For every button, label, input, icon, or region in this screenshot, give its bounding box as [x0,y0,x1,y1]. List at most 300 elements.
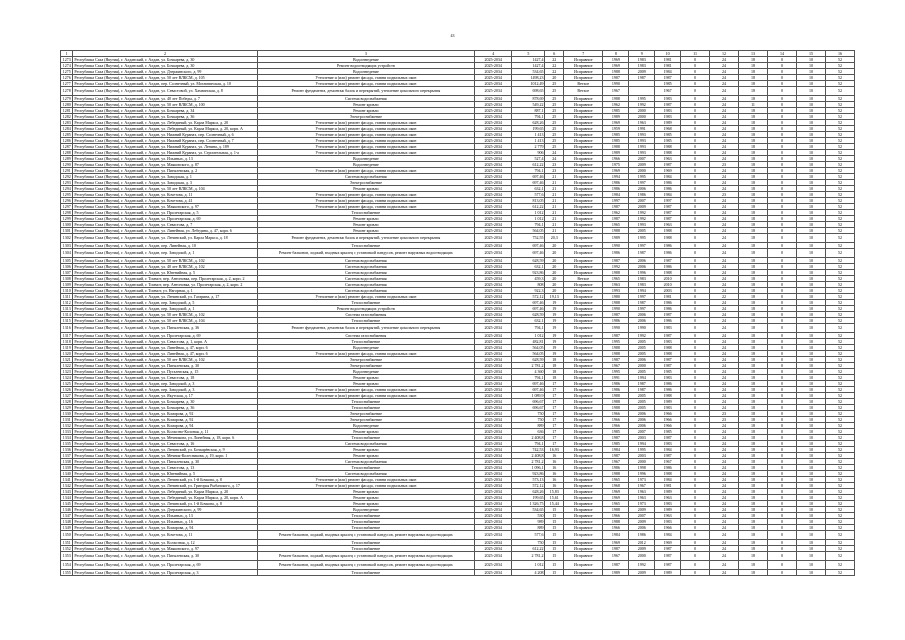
table-cell: 2025-2034 [475,552,512,561]
table-cell: 10 [796,282,825,288]
table-cell: 24 [710,57,739,63]
table-cell: 52 [825,441,854,447]
table-cell: 24 [710,453,739,459]
table-cell: 0 [768,324,797,333]
table-cell: Утепление и (или) ремонт фасада, ставни подвальных окон [257,477,474,483]
table-cell: 10 [796,447,825,453]
table-cell: 52 [825,351,854,357]
table-cell: 752,55 [512,234,545,243]
table-cell: 1986 [603,465,629,471]
table-cell: 697,46 [512,306,545,312]
table-cell: 1498,23 [512,75,545,81]
table-cell: 1984 [603,192,629,198]
table-cell: Исправное [564,108,603,114]
table-cell: 2006 [629,318,655,324]
table-cell: 10 [796,198,825,204]
table-cell: 889 [512,423,545,429]
table-cell: 2006 [629,264,655,270]
table-cell: 0 [681,339,710,345]
table-cell: Исправное [564,453,603,459]
table-cell: 0 [681,300,710,306]
table-cell: Электроснабжение [257,417,474,423]
table-cell: 1967 [603,87,629,96]
table-cell: 1987 [629,381,655,387]
table-cell: 10 [796,300,825,306]
table-cell: 2025-2034 [475,483,512,489]
table-cell: 1969 [603,63,629,69]
table-cell: 1350 [61,531,73,540]
table-cell: Ветхое [564,87,603,96]
table-cell: 24 [710,345,739,351]
table-cell: 0 [681,465,710,471]
table-cell: Исправное [564,288,603,294]
table-cell: 1988 [603,471,629,477]
table-cell: 1353 [61,552,73,561]
table-cell: 1986 [655,249,681,258]
table-cell: 0 [768,333,797,339]
table-cell: Исправное [564,381,603,387]
column-header: 6 [545,51,564,57]
table-cell: Республика Саха (Якутия), г. Алданский, г. Алдан, ул. Лебединый, ул. Карла Маркса, д. 20 [73,120,257,126]
table-cell: 21 [545,180,564,186]
table-cell: 20 [545,258,564,264]
table-cell: 2007 [629,156,655,162]
table-cell: 52 [825,435,854,441]
table-cell: Республика Саха (Якутия), г. Алданский, г. Алдан, ул. Линейная, ул. Лебедина, д. 47, корп. 6 [73,228,257,234]
table-cell: 16 [545,465,564,471]
table-cell: 15 [545,561,564,570]
table-row [61,561,855,570]
table-cell: 2025-2034 [475,144,512,150]
table-cell: 25 [545,102,564,108]
table-cell: 24 [710,501,739,507]
table-cell: 10 [796,513,825,519]
table-cell: 10 [796,144,825,150]
table-cell: 2025-2034 [475,501,512,507]
table-cell: 52 [825,324,854,333]
register-table [60,50,855,576]
table-cell: Теплоснабжение [257,339,474,345]
table-cell: Исправное [564,96,603,102]
table-cell: 18 [739,405,768,411]
table-cell: 25 [545,81,564,87]
table-cell: 1986 [655,186,681,192]
table-cell: 1287 [61,144,73,150]
table-cell: Водоотведение [257,423,474,429]
table-cell: 18 [739,312,768,318]
table-cell: 25 [545,138,564,144]
table-cell: 24 [710,126,739,132]
table-cell: 0 [681,411,710,417]
table-cell: 0 [768,114,797,120]
table-cell: 24 [710,180,739,186]
table-cell: 2025-2034 [475,405,512,411]
table-cell: 1354 [61,561,73,570]
table-cell: Утепление и (или) ремонт фасада, ставни подвальных окон [257,294,474,300]
table-cell: 2006 [629,417,655,423]
table-cell: 10 [796,411,825,417]
table-cell: Теплоснабжение [257,546,474,552]
table-cell: 1968 [655,126,681,132]
table-cell: 1965 [603,222,629,228]
table-cell: 24 [710,546,739,552]
table-cell: Ремонт кровли [257,228,474,234]
table-cell: 24 [710,156,739,162]
table-cell: 18 [739,57,768,63]
table-cell: 2025-2034 [475,306,512,312]
table-cell: 1985 [655,81,681,87]
table-cell: 25 [545,87,564,96]
table-cell: 1986 [655,243,681,249]
table-cell: 1988 [603,399,629,405]
table-cell: 1352 [61,546,73,552]
table-cell: 1319 [61,345,73,351]
table-cell: 1983 [629,57,655,63]
table-cell: 52 [825,96,854,102]
table-cell: 1969 [655,168,681,174]
table-cell: 2025-2034 [475,264,512,270]
table-cell: 2006 [629,312,655,318]
column-header: 7 [564,51,603,57]
table-cell: 10 [796,570,825,576]
table-cell: 2006 [629,411,655,417]
column-header: 2 [73,51,257,57]
table-cell: 22 [545,63,564,69]
table-cell: 0 [681,144,710,150]
table-cell: 1277 [61,81,73,87]
table-cell: 10 [796,525,825,531]
table-cell: 2 781,2 [512,459,545,465]
table-cell: 750 [512,540,545,546]
table-cell: 534,65 [512,69,545,75]
table-cell: 2025-2034 [475,363,512,369]
table-cell: 2000 [629,363,655,369]
table-cell: 18 [739,351,768,357]
table-cell: 1984 [655,477,681,483]
table-cell: 1299 [61,216,73,222]
table-cell: 2005 [629,228,655,234]
table-cell: 10 [796,174,825,180]
table-cell: 0 [768,570,797,576]
table-body [61,57,855,576]
table-cell: 697,46 [512,243,545,249]
table-cell: 1312 [61,300,73,306]
table-cell: 52 [825,483,854,489]
table-cell: Исправное [564,300,603,306]
table-cell: Исправное [564,144,603,150]
table-cell: Исправное [564,132,603,138]
table-cell: 2025-2034 [475,357,512,363]
table-cell: Республика Саха (Якутия), г. Алданский, г. Алдан, пер. Заводской, д. 3 [73,381,257,387]
table-cell: 24 [710,471,739,477]
table-cell: 0 [681,345,710,351]
table-cell: 1986 [629,192,655,198]
table-cell: Исправное [564,249,603,258]
table-cell: 0 [768,429,797,435]
table-cell: Республика Саха (Якутия), г. Алданский, г. Алдан, ул. Нижний Куранах, ул. Строительная, д. 1-а [73,150,257,156]
table-cell: Система водоснабжения [257,270,474,276]
table-cell: 16 [545,453,564,459]
table-cell: Республика Саха (Якутия), г. Алданский, г. Алдан, пер. Солнечный, ул. Мохнатинская, д. 10 [73,81,257,87]
table-cell: Республика Саха (Якутия), г. Алданский, г. Алдан, ул. Ленинский, ул. Карла Маркса, д. 18 [73,234,257,243]
table-cell: 52 [825,186,854,192]
table-cell: 17 [545,393,564,399]
table-cell: 1292 [61,174,73,180]
table-cell: 2 781,2 [512,552,545,561]
table-cell: Республика Саха (Якутия), г. Алданский, г. Алдан, пер. Заводской, д. 3 [73,387,257,393]
table-cell: 18 [739,465,768,471]
table-cell: 1302 [61,234,73,243]
table-cell: 18 [739,387,768,393]
table-cell: 0 [768,369,797,375]
table-cell: 24 [710,204,739,210]
table-cell: 52 [825,318,854,324]
table-cell: 1967 [655,459,681,465]
table-cell: 10 [796,270,825,276]
table-cell: 19 [545,324,564,333]
table-cell: 1985 [655,369,681,375]
table-cell: 1986 [655,300,681,306]
table-cell: 697,46 [512,300,545,306]
table-cell: 19 [545,306,564,312]
table-cell: 0 [681,561,710,570]
table-cell: 24 [710,495,739,501]
table-cell: 18 [739,357,768,363]
table-cell: 1314 [61,312,73,318]
table-cell: 0 [768,477,797,483]
table-cell: 0 [768,399,797,405]
table-cell: 52 [825,495,854,501]
table-cell: Исправное [564,216,603,222]
table-cell: 0 [681,447,710,453]
table-cell: 20 [545,243,564,249]
table-cell: 2025-2034 [475,453,512,459]
table-cell: 18 [739,417,768,423]
table-cell: 742,53 [512,447,545,453]
table-cell: 1991 [603,375,629,381]
table-cell: 697,46 [512,381,545,387]
table-cell: 2025-2034 [475,162,512,168]
table-cell: Республика Саха (Якутия), г. Алданский, г. Алдан, ул. Нижний Куранах, пер. Солнечный, д. 7 [73,138,257,144]
table-cell: Республика Саха (Якутия), г. Алданский, г. Алдан, ул. Севастова, д. 7 [73,222,257,228]
table-cell: 1996 [629,471,655,477]
table-cell: 2 408,8 [512,435,545,441]
table-cell: Теплоснабжение [257,513,474,519]
table-cell: Утепление и (или) ремонт фасада, ставни подвальных окон [257,198,474,204]
table-cell: 794,1 [512,114,545,120]
table-cell: 18 [739,459,768,465]
table-cell: Республика Саха (Якутия), г. Алданский, г. Алдан, ул. Якутская, д. 17 [73,393,257,399]
table-cell: 10 [796,495,825,501]
table-cell: 21 [545,204,564,210]
table-cell: 0 [768,132,797,138]
table-cell: 2025-2034 [475,519,512,525]
table-cell: 16 [545,471,564,477]
table-cell: 0 [768,561,797,570]
table-cell: 1339 [61,465,73,471]
table-cell: Утепление и (или) ремонт фасада, ставни подвальных окон [257,204,474,210]
table-cell: 18 [739,513,768,519]
table-cell: 24 [710,477,739,483]
table-cell: 18 [739,150,768,156]
table-cell: 0 [768,552,797,561]
table-cell: 52 [825,81,854,87]
table-cell: 1966 [603,156,629,162]
table-cell: 52 [825,132,854,138]
table-cell: 2025-2034 [475,477,512,483]
table-cell: 1986 [655,381,681,387]
table-cell: Водоотведение [257,156,474,162]
table-cell: 1994 [603,174,629,180]
table-cell: 2025-2034 [475,546,512,552]
table-cell: 0 [768,423,797,429]
table-cell: 10 [796,312,825,318]
table-cell: 2025-2034 [475,114,512,120]
table-cell: 24 [710,393,739,399]
table-cell: 906 [512,150,545,156]
table-cell: Республика Саха (Якутия), г. Алданский, г. Алдан, ул. Кочетова, д. 41 [73,198,257,204]
table-cell: 1983 [655,96,681,102]
table-cell: Республика Саха (Якутия), г. Алданский, г. Алдан, ул. Ювенийная, д. 5 [73,471,257,477]
table-cell: 1981 [655,483,681,489]
table-cell: 2025-2034 [475,249,512,258]
table-cell: 0 [681,387,710,393]
table-cell: 923,86 [512,471,545,477]
table-cell: 1969 [603,168,629,174]
table-cell: 1986 [655,264,681,270]
table-cell: 17 [545,387,564,393]
table-cell: 2025-2034 [475,75,512,81]
table-cell: Исправное [564,174,603,180]
table-cell: 1984 [655,192,681,198]
table-cell: Исправное [564,126,603,132]
table-cell: Ремонт балконов, лоджий, входных крылец с установкой пандусов, ремонт наружных водоотводящих [257,552,474,561]
table-cell: 10 [796,162,825,168]
table-cell: 1283 [61,120,73,126]
table-cell: Республика Саха (Якутия), г. Алданский, г. Алдан, ул. Колхозная, д. 12 [73,540,257,546]
table-cell: 2025-2034 [475,324,512,333]
table-cell: 1967 [655,87,681,96]
table-cell: 1284 [61,126,73,132]
table-cell: 24 [710,387,739,393]
table-cell: 0 [768,162,797,168]
table-cell: Республика Саха (Якутия), г. Алданский, г. Алдан, ул. Пятылевская, д. 30 [73,459,257,465]
table-cell: 0 [681,483,710,489]
table-cell: 2009 [629,507,655,513]
table-cell: 10 [796,333,825,339]
table-cell: 1330 [61,411,73,417]
table-cell: 52 [825,306,854,312]
table-cell: 1987 [603,435,629,441]
table-cell: Ремонт кровли [257,216,474,222]
table-cell: 0 [681,441,710,447]
table-cell: 18 [739,96,768,102]
table-cell: 18 [739,306,768,312]
table-cell: 0 [768,393,797,399]
table-cell: 10 [796,324,825,333]
table-cell: 2025-2034 [475,459,512,465]
table-cell: Теплоснабжение [257,525,474,531]
table-cell: 0 [681,156,710,162]
table-cell: 18 [739,546,768,552]
table-cell: 52 [825,333,854,339]
table-cell: 2025-2034 [475,387,512,393]
table-cell: 1995 [629,96,655,102]
table-cell: 24 [710,120,739,126]
table-cell: 1993 [629,150,655,156]
table-cell: 18 [739,126,768,132]
table-cell: Водоотведение [257,507,474,513]
table-cell: 794,1 [512,222,545,228]
table-cell: 52 [825,459,854,465]
table-cell: 1983 [655,114,681,120]
table-cell: 10 [796,351,825,357]
table-cell: 1988 [655,228,681,234]
table-cell: 1987 [603,216,629,222]
table-cell: Республика Саха (Якутия), г. Алданский, г. Алдан, ул. Комарова, д. 94 [73,525,257,531]
table-cell: 24 [710,174,739,180]
table-cell: Республика Саха (Якутия), г. Алданский, г. Алдан, ул. Ювенийная, д. 5 [73,270,257,276]
table-cell: 21 [545,198,564,204]
table-cell: 1988 [655,345,681,351]
table-cell: Исправное [564,459,603,465]
table-cell: 10 [796,204,825,210]
table-cell: 0 [768,471,797,477]
table-cell: 1294 [61,186,73,192]
table-cell: 52 [825,429,854,435]
table-cell: Исправное [564,570,603,576]
table-cell: 2025-2034 [475,126,512,132]
table-cell: Республика Саха (Якутия), г. Алданский, г. Алдан, ул. Бочкарева, д. 34 [73,108,257,114]
table-cell: 0 [681,108,710,114]
table-cell: 1992 [629,561,655,570]
table-cell: 24 [545,156,564,162]
table-cell: 0 [768,519,797,525]
table-cell: Исправное [564,264,603,270]
table-cell: Электроснабжение [257,411,474,417]
table-cell: 24 [710,429,739,435]
table-cell: 17 [545,411,564,417]
table-cell: Утепление и (или) ремонт фасада, ставни подвальных окон [257,393,474,399]
table-cell: 10 [796,375,825,381]
table-cell: Ремонт водоотводящих устройств [257,306,474,312]
table-cell: 1326 [61,387,73,393]
table-cell: 0 [681,258,710,264]
table-cell: Исправное [564,345,603,351]
table-cell: 0 [768,174,797,180]
table-cell: 24 [710,357,739,363]
table-cell: 1290 [61,162,73,168]
table-cell: 10 [796,429,825,435]
table-cell: 52 [825,108,854,114]
table-cell: 52 [825,375,854,381]
table-cell: 0 [768,249,797,258]
table-cell: Ремонт кровли [257,429,474,435]
table-cell: 530 [512,513,545,519]
table-cell: 1988 [603,351,629,357]
table-cell: Исправное [564,306,603,312]
table-cell: 1345 [61,501,73,507]
table-cell: 612,22 [512,546,545,552]
table-cell: Республика Саха (Якутия), г. Алданский, г. Алдан, ул. 40 лет ВЛКСМ, д. 102 [73,264,257,270]
table-cell: 52 [825,501,854,507]
table-cell: 18 [739,447,768,453]
table-cell: Республика Саха (Якутия), г. Алданский, г. Алдан, ул. Заводская, д. 3 [73,180,257,186]
table-cell: 1351 [61,540,73,546]
table-cell: 1987 [655,258,681,264]
table-cell: 1962 [603,210,629,216]
table-cell: 22 [710,294,739,300]
